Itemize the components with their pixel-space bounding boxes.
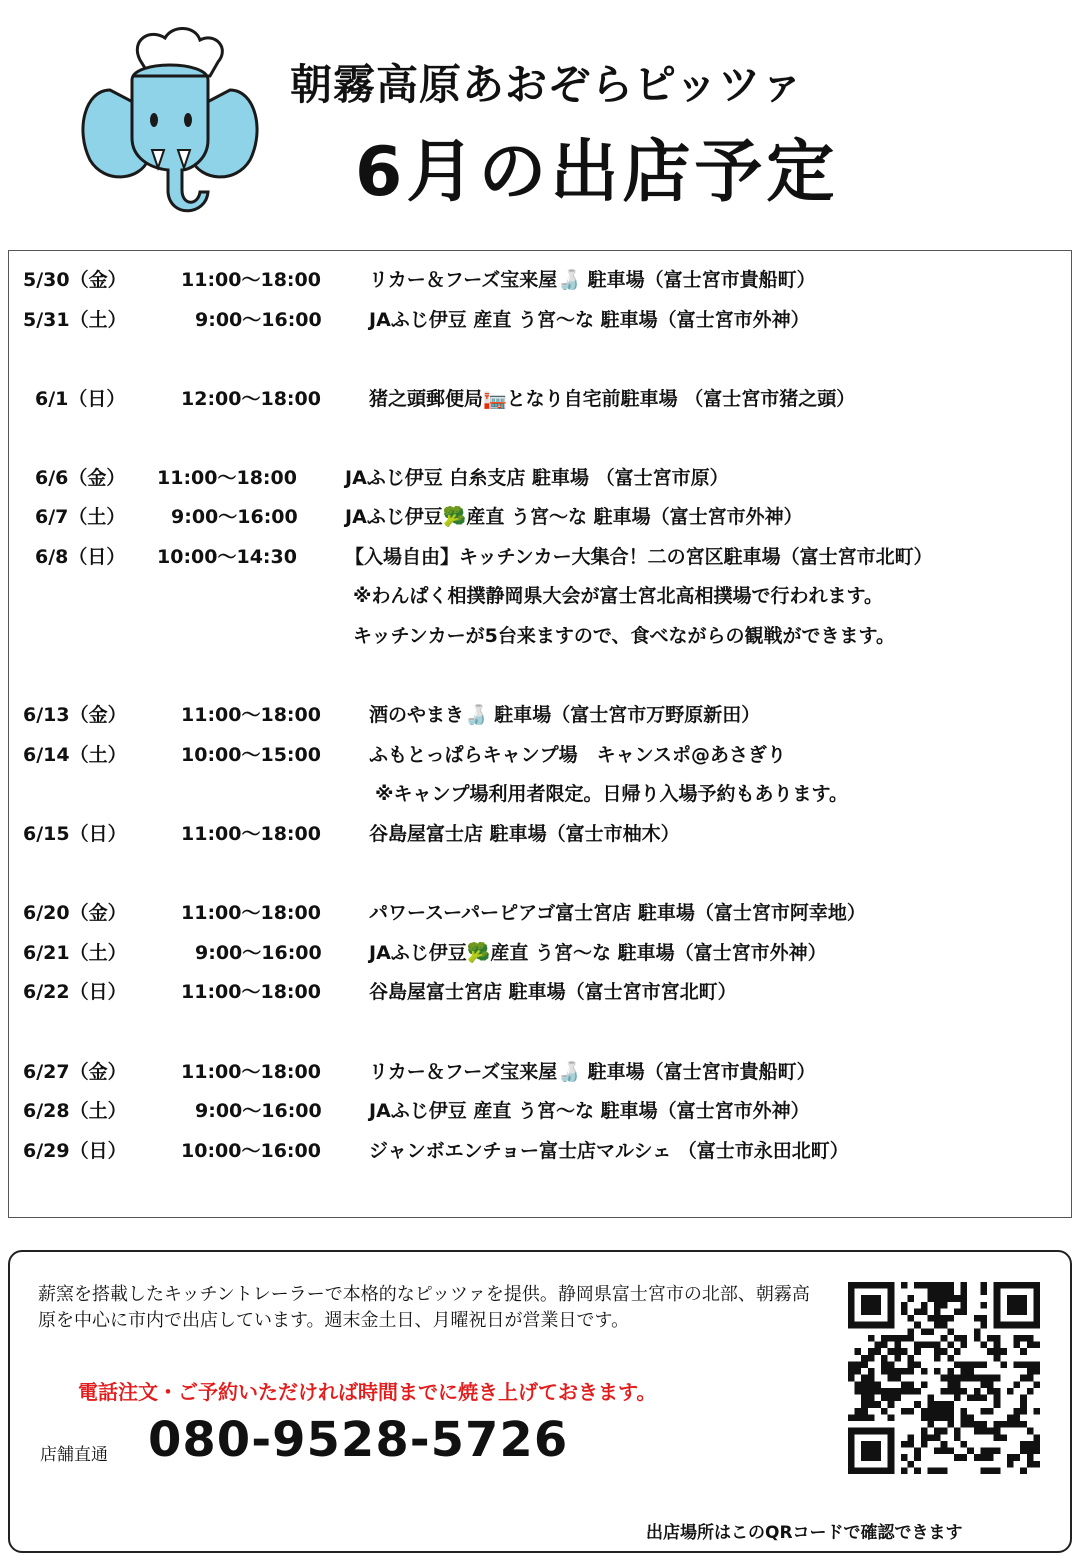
qr-caption: 出店場所はこのQRコードで確認できます xyxy=(646,1523,963,1543)
schedule-time: 11:00〜18:00 xyxy=(181,823,321,845)
schedule-date: 6/28（土） xyxy=(23,1100,127,1122)
schedule-date: 6/1（日） xyxy=(35,388,126,410)
schedule-place: JAふじ伊豆🥦産直 う宮〜な 駐車場（富士宮市外神） xyxy=(369,942,827,964)
schedule-date: 6/29（日） xyxy=(23,1140,127,1162)
schedule-row xyxy=(9,305,1069,335)
schedule-row xyxy=(9,740,1069,770)
schedule-place: パワースーパーピアゴ富士宮店 駐車場（富士宮市阿幸地） xyxy=(369,902,866,924)
title-line-1: 朝霧高原あおぞらピッツァ xyxy=(290,60,804,109)
schedule-row xyxy=(9,700,1069,730)
schedule-box xyxy=(8,250,1072,1218)
schedule-time: 11:00〜18:00 xyxy=(157,467,297,489)
schedule-row xyxy=(9,542,1069,572)
schedule-place: 酒のやまき🍶 駐車場（富士宮市万野原新田） xyxy=(369,704,761,726)
schedule-date: 6/13（金） xyxy=(23,704,127,726)
schedule-time: 12:00〜18:00 xyxy=(181,388,321,410)
schedule-date: 6/27（金） xyxy=(23,1061,127,1083)
schedule-row xyxy=(9,463,1069,493)
schedule-date: 6/8（日） xyxy=(35,546,126,568)
schedule-time: 9:00〜16:00 xyxy=(195,942,322,964)
schedule-row xyxy=(9,898,1069,928)
schedule-date: 6/22（日） xyxy=(23,981,127,1003)
title-line-2: 6月の出店予定 xyxy=(355,133,839,212)
schedule-row xyxy=(9,265,1069,295)
schedule-row xyxy=(9,502,1069,532)
schedule-row xyxy=(9,384,1069,414)
info-box xyxy=(8,1250,1072,1553)
phone-label: 店舗直通 xyxy=(40,1445,108,1465)
header xyxy=(0,0,1080,240)
schedule-date: 5/30（金） xyxy=(23,269,127,291)
schedule-note: キッチンカーが5台来ますので、食べながらの観戦ができます。 xyxy=(353,625,895,647)
schedule-date: 6/21（土） xyxy=(23,942,127,964)
schedule-date: 6/14（土） xyxy=(23,744,127,766)
schedule-row xyxy=(9,819,1069,849)
schedule-place: リカー＆フーズ宝来屋🍶 駐車場（富士宮市貴船町） xyxy=(369,1061,816,1083)
phone-number[interactable]: 080-9528-5726 xyxy=(148,1412,569,1468)
schedule-place: ふもとっぱらキャンプ場 キャンスポ@あさぎり xyxy=(369,744,787,766)
schedule-place: リカー＆フーズ宝来屋🍶 駐車場（富士宮市貴船町） xyxy=(369,269,816,291)
schedule-note: ※わんぱく相撲静岡県大会が富士宮北高相撲場で行われます。 xyxy=(353,585,883,607)
qr-code[interactable] xyxy=(848,1282,1040,1474)
schedule-row xyxy=(9,977,1069,1007)
schedule-place: JAふじ伊豆 白糸支店 駐車場 （富士宮市原） xyxy=(345,467,729,489)
schedule-row xyxy=(9,1096,1069,1126)
schedule-place: JAふじ伊豆 産直 う宮〜な 駐車場（富士宮市外神） xyxy=(369,309,810,331)
elephant-chef-logo xyxy=(70,20,270,220)
schedule-date: 5/31（土） xyxy=(23,309,127,331)
schedule-time: 9:00〜16:00 xyxy=(195,1100,322,1122)
schedule-row xyxy=(9,938,1069,968)
schedule-time: 11:00〜18:00 xyxy=(181,704,321,726)
schedule-row xyxy=(9,1136,1069,1166)
description: 薪窯を搭載したキッチントレーラーで本格的なピッツァを提供。静岡県富士宮市の北部、朝霧高原を中心に市内で出店しています。週末金土日、月曜祝日が営業日です。 xyxy=(38,1284,810,1331)
schedule-time: 9:00〜16:00 xyxy=(171,506,298,528)
schedule-time: 10:00〜16:00 xyxy=(181,1140,321,1162)
schedule-row xyxy=(9,1057,1069,1087)
schedule-time: 9:00〜16:00 xyxy=(195,309,322,331)
schedule-date: 6/20（金） xyxy=(23,902,127,924)
schedule-place: 谷島屋富士宮店 駐車場（富士宮市宮北町） xyxy=(369,981,737,1003)
schedule-date: 6/15（日） xyxy=(23,823,127,845)
schedule-date: 6/6（金） xyxy=(35,467,126,489)
schedule-time: 11:00〜18:00 xyxy=(181,1061,321,1083)
schedule-time: 11:00〜18:00 xyxy=(181,269,321,291)
schedule-date: 6/7（土） xyxy=(35,506,126,528)
order-note: 電話注文・ご予約いただければ時間までに焼き上げておきます。 xyxy=(78,1380,657,1404)
schedule-time: 11:00〜18:00 xyxy=(181,902,321,924)
schedule-place: JAふじ伊豆🥦産直 う宮〜な 駐車場（富士宮市外神） xyxy=(345,506,803,528)
schedule-note: ※キャンプ場利用者限定。日帰り入場予約もあります。 xyxy=(375,783,848,805)
schedule-time: 10:00〜14:30 xyxy=(157,546,297,568)
schedule-place: JAふじ伊豆 産直 う宮〜な 駐車場（富士宮市外神） xyxy=(369,1100,810,1122)
schedule-place: ジャンボエンチョー富士店マルシェ （富士市永田北町） xyxy=(369,1140,849,1162)
schedule-time: 10:00〜15:00 xyxy=(181,744,321,766)
schedule-time: 11:00〜18:00 xyxy=(181,981,321,1003)
schedule-place: 【入場自由】キッチンカー大集合！二の宮区駐車場（富士宮市北町） xyxy=(345,546,933,568)
schedule-place: 谷島屋富士店 駐車場（富士市柚木） xyxy=(369,823,680,845)
schedule-place: 猪之頭郵便局🏣となり自宅前駐車場 （富士宮市猪之頭） xyxy=(369,388,856,410)
